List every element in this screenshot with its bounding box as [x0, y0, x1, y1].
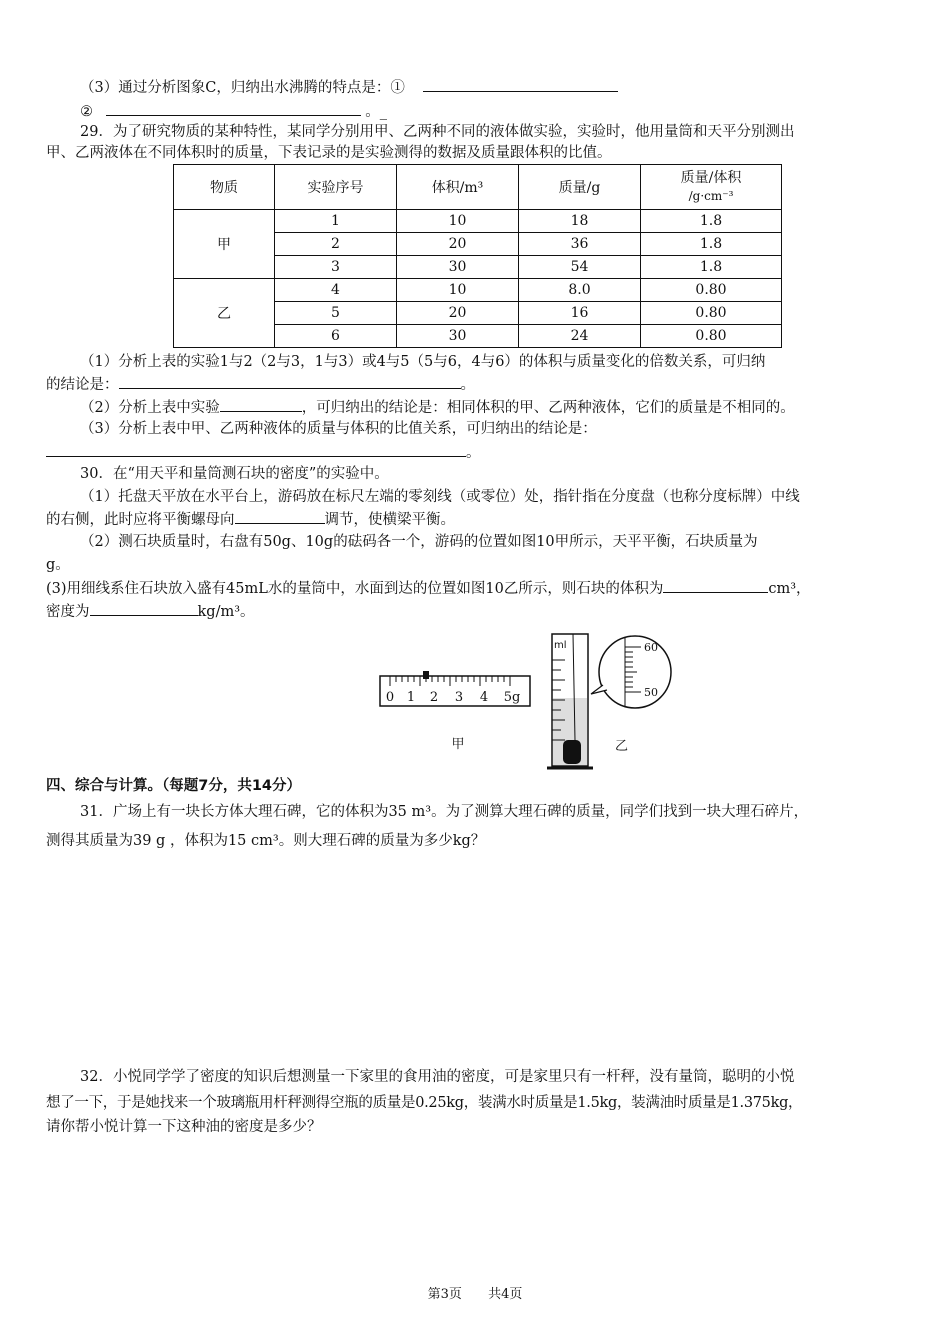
cell: 6 [275, 325, 397, 348]
cell: 30 [397, 325, 519, 348]
tick-label: 4 [479, 690, 489, 705]
cell: 0.80 [641, 325, 782, 348]
q29-part3-line2: 。 [46, 442, 481, 463]
cell: 0.80 [641, 302, 782, 325]
q28-part3-line2: ② 。_ [80, 101, 387, 122]
balance-rider-scale [378, 668, 538, 758]
cell: 1 [275, 210, 397, 233]
table-row [174, 279, 782, 302]
q30-part3-line1: (3)用细线系住石块放入盛有45mL水的量筒中，水面到达的位置如图10乙所示，则石块的体积为 cm³， [46, 578, 811, 599]
zoom-label-60: 60 [644, 641, 658, 654]
q29-part1-line2: 的结论是： 。 [46, 374, 475, 395]
cell: 0.80 [641, 279, 782, 302]
section4-heading: 四、综合与计算。（每题7分，共14分） [46, 778, 302, 794]
q29-part1-blank[interactable] [119, 374, 461, 389]
zoom-label-50: 50 [644, 686, 658, 699]
q30-part1-blank[interactable] [235, 509, 325, 524]
q30-volume-blank[interactable] [663, 578, 768, 593]
header-trial: 实验序号 [275, 165, 397, 210]
cell: 30 [397, 256, 519, 279]
rider-marker [423, 671, 429, 679]
figure-jia [378, 668, 538, 758]
figure-jia-caption: 甲 [451, 737, 465, 752]
cell: 10 [397, 210, 519, 233]
ruler-ticks [390, 676, 510, 686]
tick-label: 2 [429, 690, 439, 705]
q30-part2-line2: g。 [46, 557, 70, 573]
q31-line2: 测得其质量为39 g ，体积为15 cm³。则大理石碑的质量为多少kg？ [46, 833, 486, 849]
q31-line1: 31．广场上有一块长方体大理石碑，它的体积为35 m³。为了测算大理石碑的质量，同学们找到一块大理石碎片， [80, 804, 809, 820]
tick-label: 1 [406, 690, 416, 705]
q28-answer-blank-1[interactable] [423, 77, 618, 92]
cell: 8.0 [519, 279, 641, 302]
q28-part3: （3）通过分析图象C，归纳出水沸腾的特点是：① [80, 77, 618, 98]
substance-yi: 乙 [174, 279, 275, 348]
q30-part1-line1: （1）托盘天平放在水平台上，游码放在标尺左端的零刻线（或零位）处，指针指在分度盘（也称分度标牌）中线 [80, 489, 800, 505]
figure-yi-caption: 乙 [615, 739, 629, 754]
q30-part3-line2: 密度为 kg/m³。 [46, 601, 255, 622]
q29-intro-line1: 29．为了研究物质的某种特性，某同学分别用甲、乙两种不同的液体做实验，实验时，他用量筒和天平分别测出 [80, 124, 795, 140]
cell: 36 [519, 233, 641, 256]
cell: 24 [519, 325, 641, 348]
q30-part1-line2: 的右侧，此时应将平衡螺母向 调节，使横梁平衡。 [46, 509, 455, 530]
q32-line2: 想了一下，于是她找来一个玻璃瓶用杆秤测得空瓶的质量是0.25kg，装满水时质量是1.5kg，装满油时质量是1.375kg， [46, 1095, 803, 1111]
q29-part3-blank[interactable] [46, 442, 466, 457]
q30-density-blank[interactable] [90, 601, 198, 616]
header-substance: 物质 [174, 165, 275, 210]
cell: 54 [519, 256, 641, 279]
cell: 5 [275, 302, 397, 325]
q32-line3: 请你帮小悦计算一下这种油的密度是多少？ [46, 1119, 322, 1135]
page-total: 共4页 [488, 1287, 523, 1302]
q30-part2-line1: （2）测石块质量时，右盘有50g、10g的砝码各一个，游码的位置如图10甲所示，天平平衡，石块质量为 [80, 534, 758, 550]
q29-part2-blank[interactable] [220, 397, 302, 412]
header-volume: 体积/m³ [397, 165, 519, 210]
page-number: 第3页 [427, 1287, 462, 1302]
cell: 3 [275, 256, 397, 279]
figure-yi [545, 630, 675, 775]
graduated-cylinder [545, 630, 675, 775]
cell: 1.8 [641, 210, 782, 233]
cell: 20 [397, 233, 519, 256]
q29-part1-line1: （1）分析上表的实验1与2（2与3，1与3）或4与5（5与6，4与6）的体积与质量变化的倍数关系，可归纳 [80, 354, 766, 370]
tick-label: 5g [503, 690, 521, 705]
page-footer [0, 1283, 950, 1302]
header-ratio: 质量/体积 /g·cm⁻³ [641, 165, 782, 210]
table-header-row [174, 165, 782, 210]
cell: 10 [397, 279, 519, 302]
cell: 4 [275, 279, 397, 302]
q30-intro: 30．在“用天平和量筒测石块的密度”的实验中。 [80, 466, 389, 482]
q29-part3-line1: （3）分析上表中甲、乙两种液体的质量与体积的比值关系，可归纳出的结论是： [80, 421, 597, 437]
unit-label: ml [554, 640, 567, 651]
cell: 16 [519, 302, 641, 325]
q28-answer-blank-2[interactable] [106, 101, 361, 116]
cell: 1.8 [641, 256, 782, 279]
tick-label: 3 [454, 690, 464, 705]
table-row [174, 210, 782, 233]
header-mass: 质量/g [519, 165, 641, 210]
cell: 1.8 [641, 233, 782, 256]
stone [563, 740, 581, 764]
substance-jia: 甲 [174, 210, 275, 279]
q29-data-table [173, 164, 782, 348]
q32-line1: 32．小悦同学学了密度的知识后想测量一下家里的食用油的密度，可是家里只有一杆秤，没有量筒，聪明的小悦 [80, 1069, 795, 1085]
cell: 2 [275, 233, 397, 256]
cell: 18 [519, 210, 641, 233]
q29-part2: （2）分析上表中实验 ，可归纳出的结论是：相同体积的甲、乙两种液体，它们的质量是不相同的。 [80, 397, 795, 418]
tick-label: 0 [385, 690, 395, 705]
cell: 20 [397, 302, 519, 325]
q29-intro-line2: 甲、乙两液体在不同体积时的质量，下表记录的是实验测得的数据及质量跟体积的比值。 [46, 145, 612, 161]
